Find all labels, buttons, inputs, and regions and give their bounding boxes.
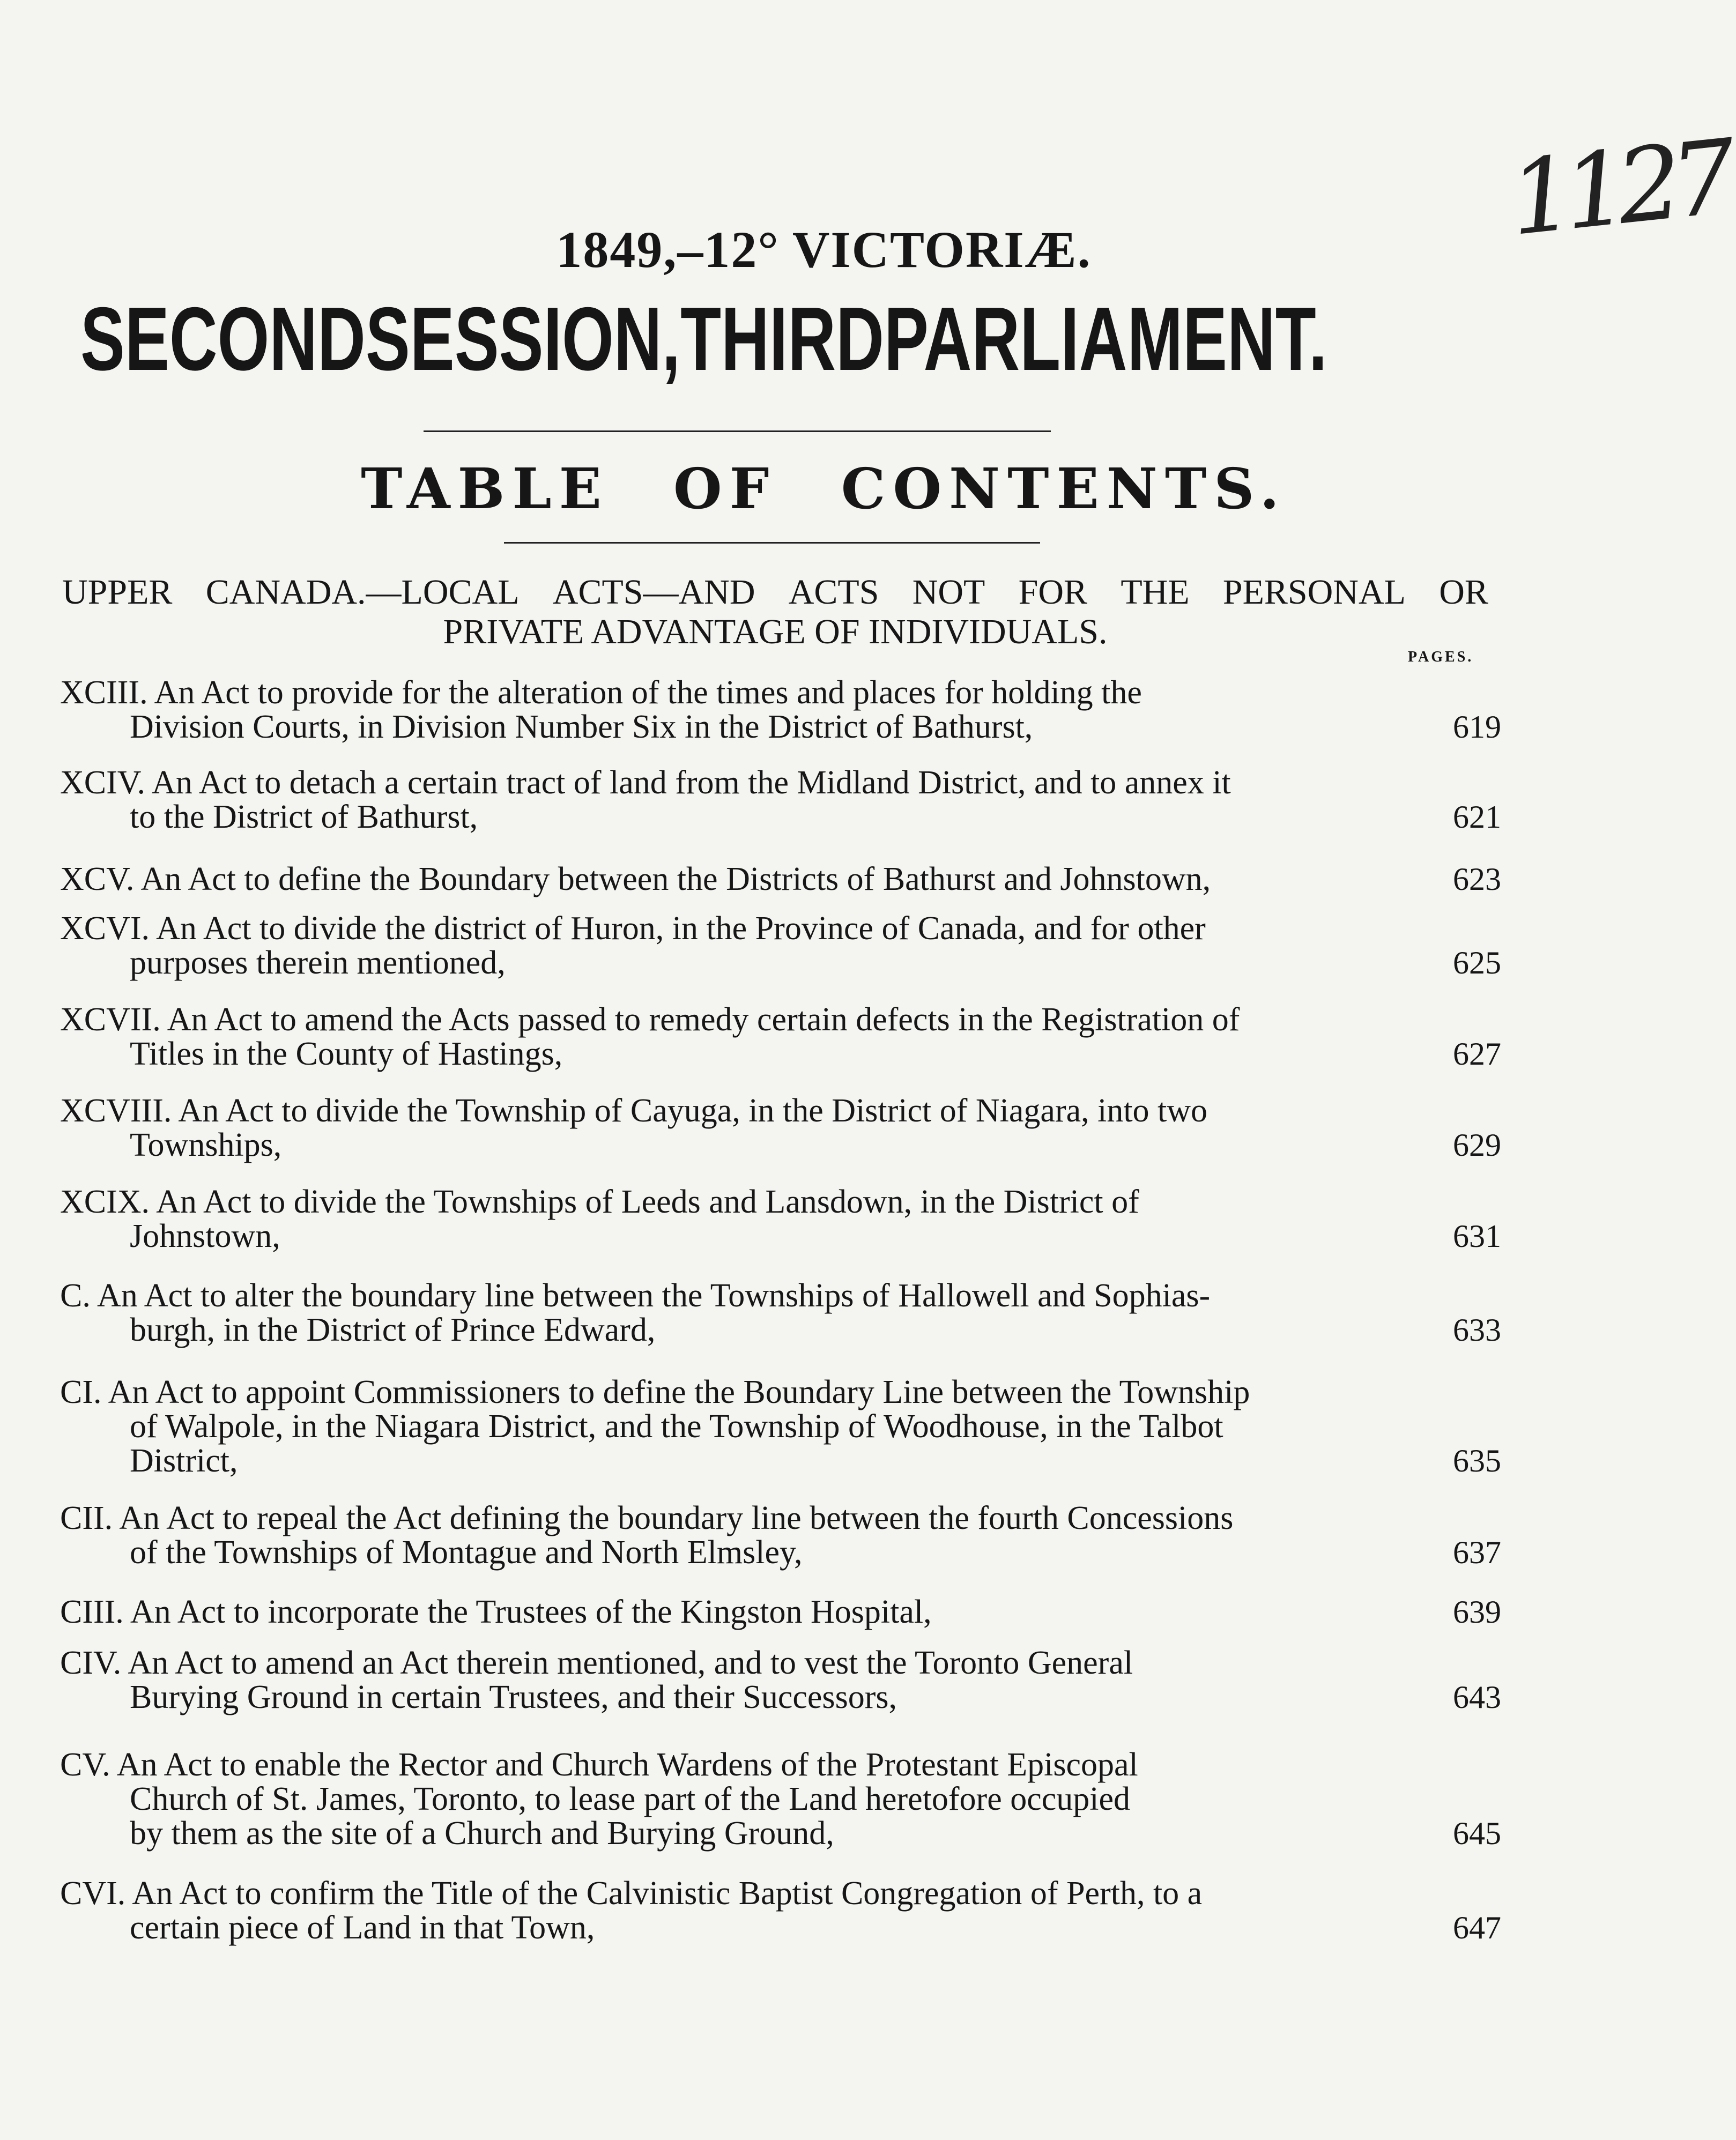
section-heading-line2: PRIVATE ADVANTAGE OF INDIVIDUALS. [443,612,1108,651]
entry-first-line [60,1185,1540,1219]
heading-word: OR [1439,573,1488,612]
entry-continuation-line: Division Courts, in Division Number Six in the District of Bathurst, [130,709,1033,745]
heading-word: CANADA.—LOCAL [205,573,520,612]
entry-first-line [60,862,1540,896]
act-title-text: An Act to divide the Township of Cayuga, in the District of Niagara, into two [178,1093,1208,1129]
toc-entry [60,1002,1540,1071]
toc-entry [60,1375,1540,1478]
toc-entry [60,766,1540,834]
act-number: CV. [60,1747,117,1783]
pages-column-label: PAGES. [1408,649,1474,665]
act-title-text: An Act to incorporate the Trustees of the Kingston Hospital, [130,1594,932,1630]
page-number: 635 [1453,1443,1501,1478]
act-number: CIII. [60,1594,130,1630]
session-word: SECOND [80,288,366,389]
entry-first-line [60,1279,1540,1313]
divider-rule [504,542,1040,544]
entry-first-line [60,766,1540,800]
act-number: CI. [60,1374,108,1410]
act-title-text: An Act to repeal the Act defining the boundary line between the fourth Concessions [119,1500,1234,1536]
entry-continuation-line: District, [130,1443,238,1479]
entry-continuation-line: to the District of Bathurst, [130,799,478,835]
toc-entry [60,1094,1540,1162]
page-number: 621 [1453,799,1501,835]
act-title-text: An Act to alter the boundary line between the Townships of Hallowell and Sophias- [97,1277,1211,1314]
session-word: PARLIAMENT. [884,288,1327,389]
page-number: 633 [1453,1312,1501,1348]
toc-entry [60,1501,1540,1570]
act-title-text: An Act to amend an Act therein mentioned, and to vest the Toronto General [128,1645,1133,1681]
act-title-text: An Act to appoint Commissioners to define the Boundary Line between the Township [108,1374,1250,1410]
act-number: CVI. [60,1875,132,1912]
entry-first-line [60,1748,1540,1782]
act-title-text: An Act to enable the Rector and Church Wardens of the Protestant Episcopal [116,1747,1138,1783]
page-number: 625 [1453,945,1501,980]
act-number: XCIII. [60,674,154,711]
entry-first-line [60,1646,1540,1680]
act-number: XCIV. [60,764,152,801]
act-title-text: An Act to confirm the Title of the Calvinistic Baptist Congregation of Perth, to a [132,1875,1203,1912]
session-heading [80,288,1327,389]
heading-word: ACTS—AND [552,573,755,612]
act-title-text: An Act to amend the Acts passed to remedy certain defects in the Registration of [167,1001,1240,1038]
heading-word: UPPER [62,573,173,612]
act-number: C. [60,1277,97,1314]
act-number: XCV. [60,861,141,897]
toc-entry [60,1279,1540,1347]
toc-entry [60,1876,1540,1945]
entry-continuation-line: Titles in the County of Hastings, [130,1036,563,1072]
section-heading [62,573,1488,652]
entry-first-line [60,1375,1540,1409]
act-title-text: An Act to provide for the alteration of the times and places for holding the [154,674,1142,711]
act-number: XCVII. [60,1001,167,1038]
entry-continuation-line: of Walpole, in the Niagara District, and the Township of Woodhouse, in the Talbot [130,1408,1223,1445]
toc-entry [60,675,1540,744]
entry-first-line [60,1595,1540,1629]
toc-entry [60,911,1540,980]
page-number: 619 [1453,709,1501,745]
entry-first-line [60,675,1540,710]
page-number: 647 [1453,1910,1501,1945]
heading-word: ACTS [788,573,879,612]
page-number: 643 [1453,1680,1501,1715]
act-title-text: An Act to define the Boundary between the Districts of Bathurst and Johnstown, [140,861,1211,897]
act-number: CIV. [60,1645,128,1681]
entry-first-line [60,1501,1540,1535]
entry-continuation-line: certain piece of Land in that Town, [130,1909,595,1946]
entry-first-line [60,911,1540,946]
entry-continuation-line: by them as the site of a Church and Burying Ground, [130,1815,834,1852]
divider-rule [424,430,1051,432]
session-word: THIRD [680,288,884,389]
entry-continuation-line: Burying Ground in certain Trustees, and their Successors, [130,1679,897,1715]
entry-continuation-line: Townships, [130,1127,282,1163]
act-title-text: An Act to divide the district of Huron, in the Province of Canada, and for other [156,910,1206,947]
page-number: 631 [1453,1218,1501,1254]
act-number: XCVIII. [60,1093,179,1129]
act-number: XCIX. [60,1184,157,1220]
entry-first-line [60,1094,1540,1128]
act-title-text: An Act to divide the Townships of Leeds and Lansdown, in the District of [156,1184,1139,1220]
toc-entry [60,1748,1540,1851]
heading-word: FOR [1018,573,1088,612]
entry-continuation-line: purposes therein mentioned, [130,945,506,981]
year-heading: 1849,–12° VICTORIÆ. [556,221,1092,278]
entry-continuation-line: Church of St. James, Toronto, to lease part of the Land heretofore occupied [130,1781,1130,1817]
act-number: CII. [60,1500,120,1536]
entry-continuation-line: of the Townships of Montague and North Elmsley, [130,1534,803,1571]
toc-entry [60,1595,1540,1629]
page-number: 637 [1453,1535,1501,1570]
page-number: 627 [1453,1036,1501,1072]
handwritten-page-number: 1127 [1503,118,1732,259]
page-number: 623 [1453,861,1501,897]
entry-continuation-line: Johnstown, [130,1218,280,1254]
toc-entry [60,1646,1540,1714]
heading-word: PERSONAL [1222,573,1406,612]
act-title-text: An Act to detach a certain tract of land from the Midland District, and to annex it [152,764,1231,801]
heading-word: NOT [912,573,985,612]
session-word: SESSION, [365,288,681,389]
toc-entry [60,1185,1540,1253]
act-number: XCVI. [60,910,157,947]
toc-entry [60,862,1540,896]
page-number: 629 [1453,1127,1501,1163]
table-of-contents-title: TABLE OF CONTENTS. [361,456,1287,522]
page-number: 645 [1453,1816,1501,1851]
entry-continuation-line: burgh, in the District of Prince Edward, [130,1312,656,1348]
page-number: 639 [1453,1594,1501,1630]
entry-first-line [60,1002,1540,1037]
heading-word: THE [1121,573,1190,612]
entry-first-line [60,1876,1540,1911]
